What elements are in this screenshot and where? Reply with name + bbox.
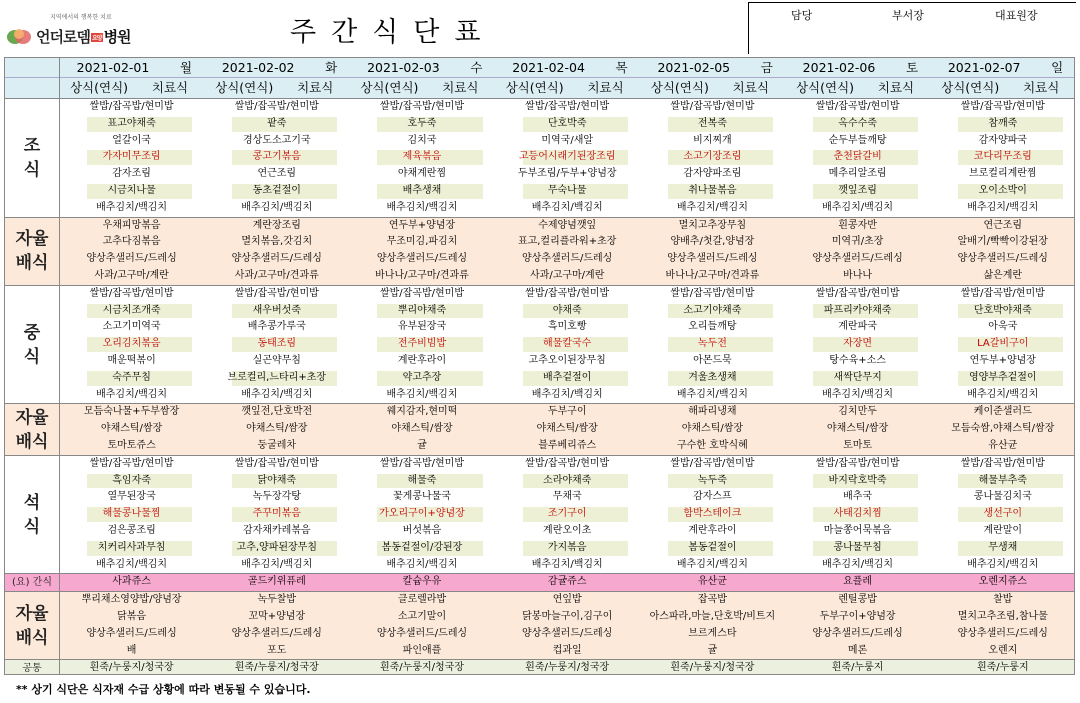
menu-cell: 양상추샐러드/드레싱 <box>667 253 758 265</box>
menu-cell: 흰죽/누룽지/청국장 <box>670 662 755 674</box>
menu-cell: 양상추샐러드/드레싱 <box>812 627 903 639</box>
menu-cell: 겨울초생채 <box>688 371 737 383</box>
menu-cell: 가지볶음 <box>547 541 587 553</box>
meal-section-label: 공통 <box>22 662 42 674</box>
menu-cell: 새우버섯죽 <box>252 304 301 316</box>
menu-cell: 배추김치/백김치 <box>386 388 458 400</box>
date-cell: 2021-02-03 <box>367 60 440 75</box>
menu-cell: 닭볶음 <box>117 611 147 622</box>
menu-cell: 숙주무침 <box>112 371 151 383</box>
logo-name: 언더로뎀 요양 병원 <box>36 28 131 46</box>
menu-cell: 연두부+양념장 <box>969 355 1036 366</box>
menu-cell: 사과/고구마/계란 <box>530 270 605 281</box>
menu-cell: 취나물볶음 <box>688 185 737 196</box>
menu-cell: 콩고기볶음 <box>252 151 301 163</box>
menu-cell: 무숙나물 <box>547 185 587 196</box>
menu-cell: 해파리냉채 <box>688 406 737 418</box>
menu-cell: 배추콩가루국 <box>247 321 306 333</box>
menu-cell: 양상추샐러드/드레싱 <box>522 627 613 639</box>
menu-cell: 렌틸콩밥 <box>838 594 877 606</box>
menu-cell: 배추김치/백김치 <box>822 388 894 400</box>
menu-cell: 흰죽/누룽지 <box>976 662 1029 674</box>
menu-cell: 소라야채죽 <box>543 474 592 486</box>
menu-cell: 매운떡볶이 <box>107 355 156 366</box>
menu-cell: 감자스프 <box>693 491 732 503</box>
menu-cell: 야채스틱/쌈장 <box>681 423 744 435</box>
menu-cell: 순두부들깨탕 <box>828 134 887 146</box>
menu-cell: 쌀밥/잡곡밥/현미밥 <box>234 101 319 112</box>
menu-cell: 쌀밥/잡곡밥/현미밥 <box>815 287 900 299</box>
menu-cell: 춘천닭갈비 <box>833 151 882 163</box>
menu-cell: 쌀밥/잡곡밥/현미밥 <box>815 457 900 469</box>
menu-cell: 무생채 <box>988 541 1018 553</box>
menu-cell: 녹두전 <box>697 338 727 350</box>
hospital-logo <box>6 12 156 52</box>
menu-cell: 브로컬리,느타리+초장 <box>227 371 327 383</box>
menu-cell: 영양부추겉절이 <box>968 371 1037 383</box>
menu-cell: 토마토쥬스 <box>107 440 156 451</box>
menu-cell: 쌀밥/잡곡밥/현미밥 <box>960 457 1045 469</box>
meal-section-label: 중 식 <box>23 322 41 367</box>
menu-cell: 감자양파조림 <box>683 168 742 180</box>
approval-box <box>748 2 1076 54</box>
menu-cell: 쌀밥/잡곡밥/현미밥 <box>525 457 610 469</box>
menu-cell: 모듬숙나물+두부쌈장 <box>83 406 180 418</box>
menu-cell: 쌀밥/잡곡밥/현미밥 <box>670 287 755 299</box>
menu-cell: 계란말이 <box>983 525 1023 536</box>
menu-cell: 배추김치/백김치 <box>241 558 313 570</box>
menu-cell: 열무된장국 <box>107 491 156 503</box>
menu-cell: 김치국 <box>407 134 437 146</box>
meal-section-label: 자율 배식 <box>15 229 49 274</box>
menu-cell: 콩나물김치국 <box>973 491 1032 503</box>
menu-cell: 배추김치/백김치 <box>96 558 168 570</box>
menu-cell: 양상추샐러드/드레싱 <box>376 253 468 265</box>
menu-cell: 메추리알조림 <box>828 168 887 180</box>
date-cell: 2021-02-01 <box>76 60 150 75</box>
menu-cell: 배추김치/백김치 <box>822 558 894 570</box>
menu-cell: 흰죽/누룽지/청국장 <box>525 662 610 674</box>
menu-cell: 아스파라,마늘,단호박/비트지 <box>649 611 776 622</box>
menu-cell: 배 <box>126 644 137 656</box>
menu-cell: 고등어시래기된장조림 <box>518 151 616 163</box>
menu-cell: 쌀밥/잡곡밥/현미밥 <box>670 457 755 469</box>
menu-cell: 배추김치/백김치 <box>241 388 313 400</box>
menu-cell: 검은콩조림 <box>107 525 156 536</box>
subheader-therapy: 치료식 <box>1023 80 1060 95</box>
menu-cell: 배추김치/백김치 <box>967 558 1039 570</box>
menu-cell: 양상추샐러드/드레싱 <box>231 253 322 265</box>
menu-cell: 두부구이 <box>547 406 587 418</box>
menu-cell: 무조미김,파김치 <box>386 236 458 248</box>
menu-cell: 생선구이 <box>983 508 1023 520</box>
menu-cell: 녹두장각탕 <box>252 491 301 503</box>
menu-cell: 쌀밥/잡곡밥/현미밥 <box>379 457 464 469</box>
menu-cell: 사과/고구마/계란 <box>94 270 169 281</box>
menu-cell: 콩나물무침 <box>833 541 882 553</box>
menu-cell: 소고기미역국 <box>102 321 161 333</box>
menu-cell: 야채계란찜 <box>397 168 447 180</box>
menu-cell: 배추김치/백김치 <box>967 201 1039 213</box>
menu-cell: 깻잎전,단호박전 <box>241 406 313 418</box>
menu-cell: 계란오이초 <box>543 525 592 536</box>
menu-cell: 미역국/새알 <box>541 134 594 146</box>
menu-cell: 시금치나물 <box>107 185 156 196</box>
menu-cell: 유산균 <box>697 576 727 588</box>
menu-cell: 자장면 <box>843 338 873 350</box>
menu-cell: 고추,양파된장무침 <box>236 541 318 553</box>
menu-cell: 연근조림 <box>983 219 1023 231</box>
menu-cell: 소고기말이 <box>397 611 447 622</box>
menu-cell: 계란후라이 <box>397 355 447 366</box>
menu-cell: 쌀밥/잡곡밥/현미밥 <box>379 101 464 112</box>
menu-cell: 해물콩나물찜 <box>102 508 161 520</box>
menu-cell: 야채스틱/쌈장 <box>246 423 308 435</box>
menu-cell: 실곤약무침 <box>252 355 301 366</box>
menu-cell: 감자조림 <box>112 168 151 180</box>
menu-cell: 녹두찰밥 <box>257 594 297 606</box>
menu-cell: 주꾸미볶음 <box>252 508 301 520</box>
menu-cell: 고추다짐볶음 <box>102 236 161 248</box>
menu-cell: 사과/고구마/견과류 <box>234 270 319 281</box>
menu-cell: 흰죽/누룽지/청국장 <box>234 662 319 674</box>
menu-cell: 탕수육+소스 <box>829 355 886 366</box>
menu-cell: 꽃게콩나물국 <box>393 491 451 503</box>
menu-cell: 토마토 <box>843 440 873 451</box>
footnote: ** 상기 식단은 식자재 수급 상황에 따라 변동될 수 있습니다. <box>16 683 311 696</box>
menu-cell: 바나나 <box>843 270 873 281</box>
menu-cell: 찰밥 <box>993 594 1013 606</box>
menu-cell: 경상도소고기국 <box>242 134 311 146</box>
menu-cell: 알배기/빡빡이강된장 <box>957 236 1048 248</box>
approval-staff: 담당 <box>791 9 813 22</box>
menu-cell: 오리김치볶음 <box>102 338 161 350</box>
menu-cell: 둥굴레차 <box>257 440 297 451</box>
subheader-regular: 상식(연식) <box>795 80 855 95</box>
menu-cell: 쌀밥/잡곡밥/현미밥 <box>89 457 174 469</box>
menu-cell: 삶은계란 <box>983 270 1023 281</box>
menu-cell: 배추김치/백김치 <box>676 388 748 400</box>
menu-cell: 흑미호빵 <box>547 321 587 333</box>
subheader-regular: 상식(연식) <box>215 80 274 95</box>
menu-cell: 컵과일 <box>552 644 582 656</box>
menu-cell: 쌀밥/잡곡밥/현미밥 <box>960 287 1045 299</box>
menu-cell: 흰콩자반 <box>838 219 877 231</box>
weekday-cell: 수 <box>470 60 483 75</box>
menu-cell: 쌀밥/잡곡밥/현미밥 <box>234 457 319 469</box>
menu-cell: 단호박야채죽 <box>973 304 1032 316</box>
date-cell: 2021-02-07 <box>947 60 1021 75</box>
subheader-regular: 상식(연식) <box>505 80 564 95</box>
menu-cell: 포도 <box>267 644 287 656</box>
menu-cell: 버섯볶음 <box>402 525 442 536</box>
menu-cell: 배추김치/백김치 <box>96 201 168 213</box>
menu-cell: 배추국 <box>843 491 873 503</box>
logo-mark-icon <box>6 26 32 48</box>
weekday-cell: 금 <box>760 60 773 75</box>
approval-manager: 부서장 <box>892 9 924 22</box>
menu-cell: 아몬드묵 <box>693 355 732 366</box>
menu-cell: 계란장조림 <box>252 219 301 231</box>
menu-cell: 웨지감자,현미떡 <box>386 406 458 418</box>
menu-cell: 양상추샐러드/드레싱 <box>86 627 177 639</box>
menu-cell: 멸치고추장무침 <box>678 219 747 231</box>
menu-cell: 골드키위퓨레 <box>247 576 306 588</box>
menu-cell: 깻잎조림 <box>838 185 877 196</box>
menu-cell: 코다리무조림 <box>973 151 1032 163</box>
menu-cell: 마늘쫑어묵볶음 <box>823 525 892 536</box>
menu-cell: 수제양념깻잎 <box>538 219 597 231</box>
header-rule <box>5 77 1074 78</box>
menu-cell: 양상추샐러드/드레싱 <box>522 253 613 265</box>
menu-cell: 쌀밥/잡곡밥/현미밥 <box>670 101 755 112</box>
menu-cell: 새싹단무지 <box>833 371 882 383</box>
meal-section-label: 조 식 <box>23 135 41 180</box>
meal-section-label: 석 식 <box>23 492 41 537</box>
menu-cell: 소고기야채죽 <box>683 304 742 316</box>
weekday-cell: 월 <box>179 60 193 75</box>
menu-cell: 배추김치/백김치 <box>531 201 603 213</box>
subheader-therapy: 치료식 <box>442 80 479 95</box>
menu-cell: 배추김치/백김치 <box>241 201 313 213</box>
weekday-cell: 화 <box>325 60 338 75</box>
menu-cell: 유산균 <box>988 440 1018 451</box>
menu-cell: 감자양파국 <box>978 134 1027 146</box>
date-cell: 2021-02-06 <box>802 60 876 75</box>
subheader-regular: 상식(연식) <box>650 80 709 95</box>
menu-cell: 야채스틱/쌈장 <box>536 423 598 435</box>
subheader-therapy: 치료식 <box>587 80 624 95</box>
menu-cell: 계란파국 <box>838 321 877 333</box>
menu-cell: 배추김치/백김치 <box>386 201 458 213</box>
menu-cell: 오이소박이 <box>978 185 1027 196</box>
menu-cell: 오렌지쥬스 <box>978 576 1027 588</box>
menu-cell: 계란후라이 <box>688 525 737 536</box>
menu-cell: 흑임자죽 <box>112 474 151 486</box>
subheader-regular: 상식(연식) <box>360 80 419 95</box>
menu-cell: 쌀밥/잡곡밥/현미밥 <box>525 287 610 299</box>
subheader-therapy: 치료식 <box>732 80 769 95</box>
subheader-regular: 상식(연식) <box>69 80 129 95</box>
menu-cell: 모듬숙쌈,야채스틱/쌈장 <box>951 423 1055 435</box>
menu-cell: 제육볶음 <box>402 151 442 163</box>
weekday-cell: 목 <box>615 60 628 75</box>
menu-cell: 쌀밥/잡곡밥/현미밥 <box>960 101 1045 112</box>
menu-cell: 배추생채 <box>402 185 442 196</box>
menu-cell: 쌀밥/잡곡밥/현미밥 <box>379 287 464 299</box>
menu-cell: 바나나/고구마/견과류 <box>665 270 760 281</box>
menu-cell: 무채국 <box>552 491 582 503</box>
menu-cell: 야채스틱/쌈장 <box>100 423 163 435</box>
menu-cell: 바지락호박죽 <box>828 474 887 486</box>
menu-cell: 감자채카레볶음 <box>242 525 311 536</box>
menu-cell: 야채죽 <box>552 304 582 316</box>
date-cell: 2021-02-04 <box>512 60 585 75</box>
menu-cell: 양상추샐러드/드레싱 <box>812 253 903 265</box>
menu-cell: 요플레 <box>843 576 873 588</box>
logo-tagline: 지역에서의 행복한 치료 <box>50 14 112 21</box>
menu-cell: 양상추샐러드/드레싱 <box>957 253 1048 265</box>
menu-cell: 연잎밥 <box>552 594 582 606</box>
menu-cell: 꼬막+양념장 <box>248 611 306 622</box>
menu-cell: 쌀밥/잡곡밥/현미밥 <box>815 101 900 112</box>
meal-section-label: (요) 간식 <box>12 576 52 588</box>
menu-cell: 해물부추죽 <box>978 474 1027 486</box>
menu-cell: 얼갈이국 <box>112 134 151 146</box>
menu-cell: 사과쥬스 <box>112 576 151 588</box>
menu-cell: 가오리구이+양념장 <box>379 508 465 520</box>
menu-cell: 귤 <box>707 644 718 656</box>
subheader-therapy: 치료식 <box>297 80 334 95</box>
weekday-cell: 일 <box>1051 60 1064 75</box>
menu-cell: 닭봉마늘구이,김구이 <box>522 611 613 622</box>
menu-cell: 귤 <box>417 440 427 451</box>
menu-cell: 양상추샐러드/드레싱 <box>231 627 322 639</box>
menu-cell: 연두부+양념장 <box>388 219 456 231</box>
menu-cell: 배추김치/백김치 <box>96 388 168 400</box>
menu-cell: 메론 <box>847 644 868 656</box>
menu-cell: 브르게스타 <box>688 627 737 639</box>
menu-cell: 해물칼국수 <box>543 338 592 350</box>
menu-cell: 우채피망볶음 <box>102 219 161 231</box>
menu-cell: 칼슘우유 <box>402 576 442 588</box>
menu-cell: 유부된장국 <box>397 321 447 333</box>
menu-cell: 해물죽 <box>407 474 437 486</box>
menu-cell: 멸치고추조림,참나물 <box>957 611 1048 622</box>
menu-cell: 배추겉절이 <box>543 371 592 383</box>
menu-cell: 쌀밥/잡곡밥/현미밥 <box>525 101 610 112</box>
menu-cell: 블루베리쥬스 <box>538 440 597 451</box>
menu-cell: 단호박죽 <box>547 117 587 129</box>
menu-cell: 두부구이+양념장 <box>819 611 896 622</box>
label-column-divider <box>59 58 60 675</box>
menu-cell: 양상추샐러드/드레싱 <box>957 627 1048 639</box>
menu-cell: 뿌리야채죽 <box>397 304 447 316</box>
menu-cell: 약고추장 <box>402 371 442 383</box>
menu-cell: 미역귀/초장 <box>831 236 884 248</box>
menu-cell: 전주비빔밥 <box>397 338 447 350</box>
menu-cell: 호두죽 <box>407 117 437 129</box>
menu-cell: 김치만두 <box>838 406 877 418</box>
menu-cell: 소고기장조림 <box>683 151 742 163</box>
date-cell: 2021-02-05 <box>657 60 731 75</box>
menu-cell: 사태김치찜 <box>833 508 882 520</box>
menu-cell: 감귤쥬스 <box>547 576 587 588</box>
menu-cell: 배추김치/백김치 <box>531 558 603 570</box>
menu-cell: 야채스틱/쌈장 <box>826 423 889 435</box>
menu-cell: 가자미무조림 <box>102 151 161 163</box>
menu-cell: 동태조림 <box>257 338 297 350</box>
menu-cell: 표고,컬리플라워+초장 <box>517 236 617 248</box>
menu-cell: 케이준샐러드 <box>973 406 1032 418</box>
menu-cell: 비지찌개 <box>693 134 732 146</box>
menu-cell: 흰죽/누룽지/청국장 <box>379 662 464 674</box>
menu-cell: 뿌리채소영양밥/양념장 <box>81 594 182 606</box>
menu-cell: 봄동겉절이 <box>688 541 737 553</box>
menu-cell: 배추김치/백김치 <box>676 558 748 570</box>
menu-cell: 쌀밥/잡곡밥/현미밥 <box>89 101 174 112</box>
subheader-therapy: 치료식 <box>151 80 189 95</box>
menu-cell: 파프리카야채죽 <box>823 304 892 316</box>
menu-cell: 오리들깨탕 <box>688 321 737 333</box>
menu-cell: 야채스틱/쌈장 <box>391 423 453 435</box>
weekly-menu-table <box>4 57 1075 675</box>
menu-cell: 두부조림/두부+양념장 <box>517 168 617 180</box>
menu-cell: 브로컬리계란찜 <box>968 168 1037 180</box>
menu-cell: 바나나/고구마/견과류 <box>375 270 469 281</box>
menu-cell: 흰죽/누룽지 <box>831 662 884 674</box>
menu-cell: 멸치볶음,갓김치 <box>241 236 313 248</box>
approval-director: 대표원장 <box>995 9 1038 22</box>
weekday-cell: 토 <box>905 60 919 75</box>
menu-cell: 옥수수죽 <box>838 117 877 129</box>
menu-cell: 양상추샐러드/드레싱 <box>86 253 177 265</box>
menu-cell: 배추김치/백김치 <box>967 388 1039 400</box>
menu-cell: 함박스테이크 <box>683 508 742 520</box>
menu-cell: 배추김치/백김치 <box>531 388 603 400</box>
menu-cell: 배추김치/백김치 <box>386 558 458 570</box>
date-cell: 2021-02-02 <box>221 60 295 75</box>
menu-cell: 고추오이된장무침 <box>528 355 606 366</box>
menu-cell: 닭야채죽 <box>257 474 297 486</box>
page-title: 주간식단표 <box>290 17 496 48</box>
menu-cell: 양상추샐러드/드레싱 <box>376 627 468 639</box>
menu-cell: 파인애플 <box>402 644 442 656</box>
menu-cell: 전복죽 <box>697 117 727 129</box>
menu-cell: 클로렐라밥 <box>397 594 447 606</box>
menu-cell: 동초겉절이 <box>252 185 301 196</box>
menu-cell: 표고야채죽 <box>107 117 156 129</box>
menu-cell: 흰죽/누룽지/청국장 <box>89 662 174 674</box>
page-header <box>0 0 1080 58</box>
subheader-regular: 상식(연식) <box>941 80 1000 95</box>
menu-cell: 잡곡밥 <box>697 594 727 606</box>
menu-cell: 참깨죽 <box>988 117 1018 129</box>
menu-cell: 배추김치/백김치 <box>676 201 748 213</box>
menu-cell: 봄동겉절이/강된장 <box>381 541 463 553</box>
meal-section-label: 자율 배식 <box>15 407 49 452</box>
menu-cell: 쌀밥/잡곡밥/현미밥 <box>89 287 174 299</box>
menu-cell: 팥죽 <box>267 117 287 129</box>
menu-cell: 오렌지 <box>988 644 1018 656</box>
menu-cell: 녹두죽 <box>697 474 727 486</box>
menu-cell: 연근조림 <box>257 168 297 180</box>
menu-cell: 조기구이 <box>547 508 587 520</box>
menu-cell: 치커리사과무침 <box>97 541 166 553</box>
menu-cell: 배추김치/백김치 <box>822 201 894 213</box>
menu-cell: 구수한 호박식혜 <box>676 440 748 451</box>
menu-cell: 쌀밥/잡곡밥/현미밥 <box>234 287 319 299</box>
menu-cell: 아욱국 <box>988 321 1018 333</box>
subheader-therapy: 치료식 <box>877 80 915 95</box>
meal-section-label: 자율 배식 <box>15 603 49 648</box>
menu-cell: 시금치조개죽 <box>102 304 161 316</box>
menu-cell: LA갈비구이 <box>977 338 1029 350</box>
menu-cell: 양배추/첫갈,양념장 <box>670 236 755 248</box>
